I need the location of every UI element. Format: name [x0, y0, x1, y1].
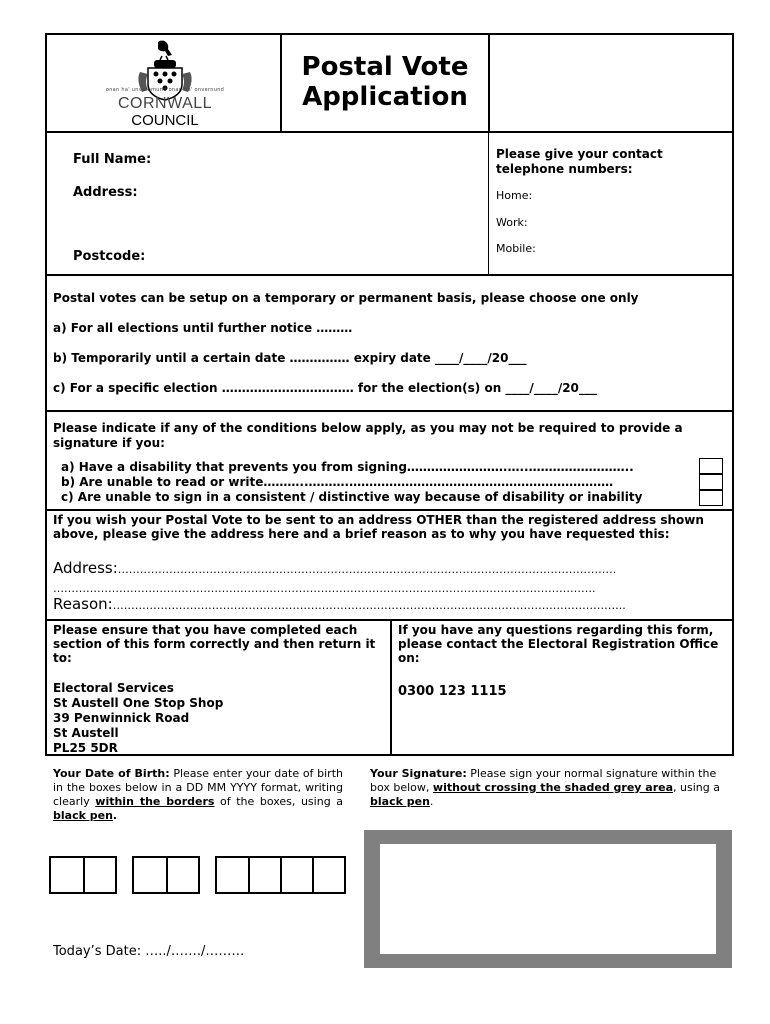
- reason-dots: …………………………………………………………………………………………………………………………..: [112, 599, 626, 612]
- signature-label: Your Signature:: [370, 767, 467, 780]
- option-c[interactable]: c) For a specific election …………………………… for the election(s) on ____/____/20___: [53, 381, 597, 395]
- other-address-line[interactable]: [53, 559, 723, 577]
- condition-c: c) Are unable to sign in a consistent / distinctive way because of disability or inability: [61, 490, 643, 504]
- option-a[interactable]: a) For all elections until further notice ………: [53, 321, 353, 335]
- other-address-dots: ……………………………………………………………………………………………………………………….: [117, 563, 617, 576]
- dob-day-boxes[interactable]: [49, 856, 117, 894]
- dob-month-boxes[interactable]: [132, 856, 200, 894]
- dob-instructions: [53, 767, 343, 823]
- todays-date[interactable]: Today’s Date: …../……./………: [53, 944, 245, 959]
- signature-black-pen: black pen: [370, 795, 430, 808]
- signature-area[interactable]: [380, 844, 716, 954]
- return-address-line-2: St Austell One Stop Shop: [53, 696, 224, 710]
- condition-b-checkbox[interactable]: [699, 474, 723, 490]
- return-address-line-3: 39 Penwinnick Road: [53, 711, 190, 725]
- signature-end: .: [429, 795, 434, 808]
- condition-b: b) Are unable to read or write………..……….…………………………………………………………: [61, 475, 614, 489]
- condition-c-checkbox[interactable]: [699, 490, 723, 506]
- signature-text-1: Please sign your normal signature within the box below,: [370, 767, 717, 794]
- conditions-intro: Please indicate if any of the conditions below apply, as you may not be required to provide a signature if you:: [53, 421, 683, 450]
- dob-year-boxes[interactable]: [215, 856, 346, 894]
- other-address-intro: If you wish your Postal Vote to be sent to an address OTHER than the registered address shown above, please give the address here and a brief reason as to why you have requested this:: [53, 513, 704, 541]
- work-phone-label: Work:: [496, 216, 528, 229]
- postal-type-intro: Postal votes can be setup on a temporary or permanent basis, please choose one only: [53, 291, 639, 305]
- full-name-label: Full Name:: [73, 152, 152, 167]
- other-address-label: Address:: [53, 559, 118, 577]
- return-instructions: Please ensure that you have completed each section of this form correctly and then return it to:: [53, 623, 376, 665]
- title-line-1: Postal Vote: [301, 52, 469, 82]
- logo-motto: onan ha' unvernmund onan ha' onvernund: [105, 87, 225, 93]
- return-address-line-1: Electoral Services: [53, 681, 174, 695]
- signature-box[interactable]: [364, 830, 732, 968]
- dob-black-pen: black pen: [53, 809, 113, 822]
- header-divider-2: [488, 33, 490, 133]
- page-title: [282, 52, 488, 112]
- signature-without-crossing: without crossing the shaded grey area: [432, 781, 674, 794]
- dob-text-1: Please enter your date of birth in the boxes below in a DD MM YYYY format, writing clearly: [53, 767, 343, 808]
- dob-text-2: of the boxes, using a: [214, 795, 343, 808]
- phone-heading: Please give your contact telephone numbers:: [496, 147, 663, 176]
- mobile-phone-label: Mobile:: [496, 242, 536, 255]
- postcode-label: Postcode:: [73, 249, 146, 264]
- condition-a-checkbox[interactable]: [699, 458, 723, 474]
- cornwall-council-logo: [100, 38, 230, 130]
- option-b[interactable]: b) Temporarily until a certain date …………… expiry date ____/____/20___: [53, 351, 527, 365]
- signature-instructions: [370, 767, 720, 809]
- return-divider: [390, 619, 392, 756]
- questions-text: If you have any questions regarding this form, please contact the Electoral Registration Office on:: [398, 623, 719, 665]
- reason-line[interactable]: [53, 595, 723, 613]
- title-line-2: Application: [302, 82, 468, 112]
- reason-label: Reason:: [53, 595, 113, 613]
- dob-end: .: [112, 809, 118, 822]
- home-phone-label: Home:: [496, 189, 533, 202]
- address-label: Address:: [73, 185, 138, 200]
- return-address-line-5: PL25 5DR: [53, 741, 118, 755]
- logo-word-council: COUNCIL: [131, 112, 199, 129]
- contact-divider: [488, 131, 489, 276]
- return-address: [53, 681, 223, 756]
- dob-within-borders: within the borders: [95, 795, 215, 808]
- logo-word-cornwall: CORNWALL: [117, 95, 213, 112]
- return-address-line-4: St Austell: [53, 726, 119, 740]
- other-address-extra-line[interactable]: ………………………………………………………………………………………………………………………………….: [53, 582, 596, 595]
- phone-number: 0300 123 1115: [398, 684, 507, 699]
- dob-label: Your Date of Birth:: [53, 767, 170, 780]
- condition-a: a) Have a disability that prevents you from signing…………………….…..……………………..: [61, 460, 634, 474]
- signature-text-2: , using a: [673, 781, 720, 794]
